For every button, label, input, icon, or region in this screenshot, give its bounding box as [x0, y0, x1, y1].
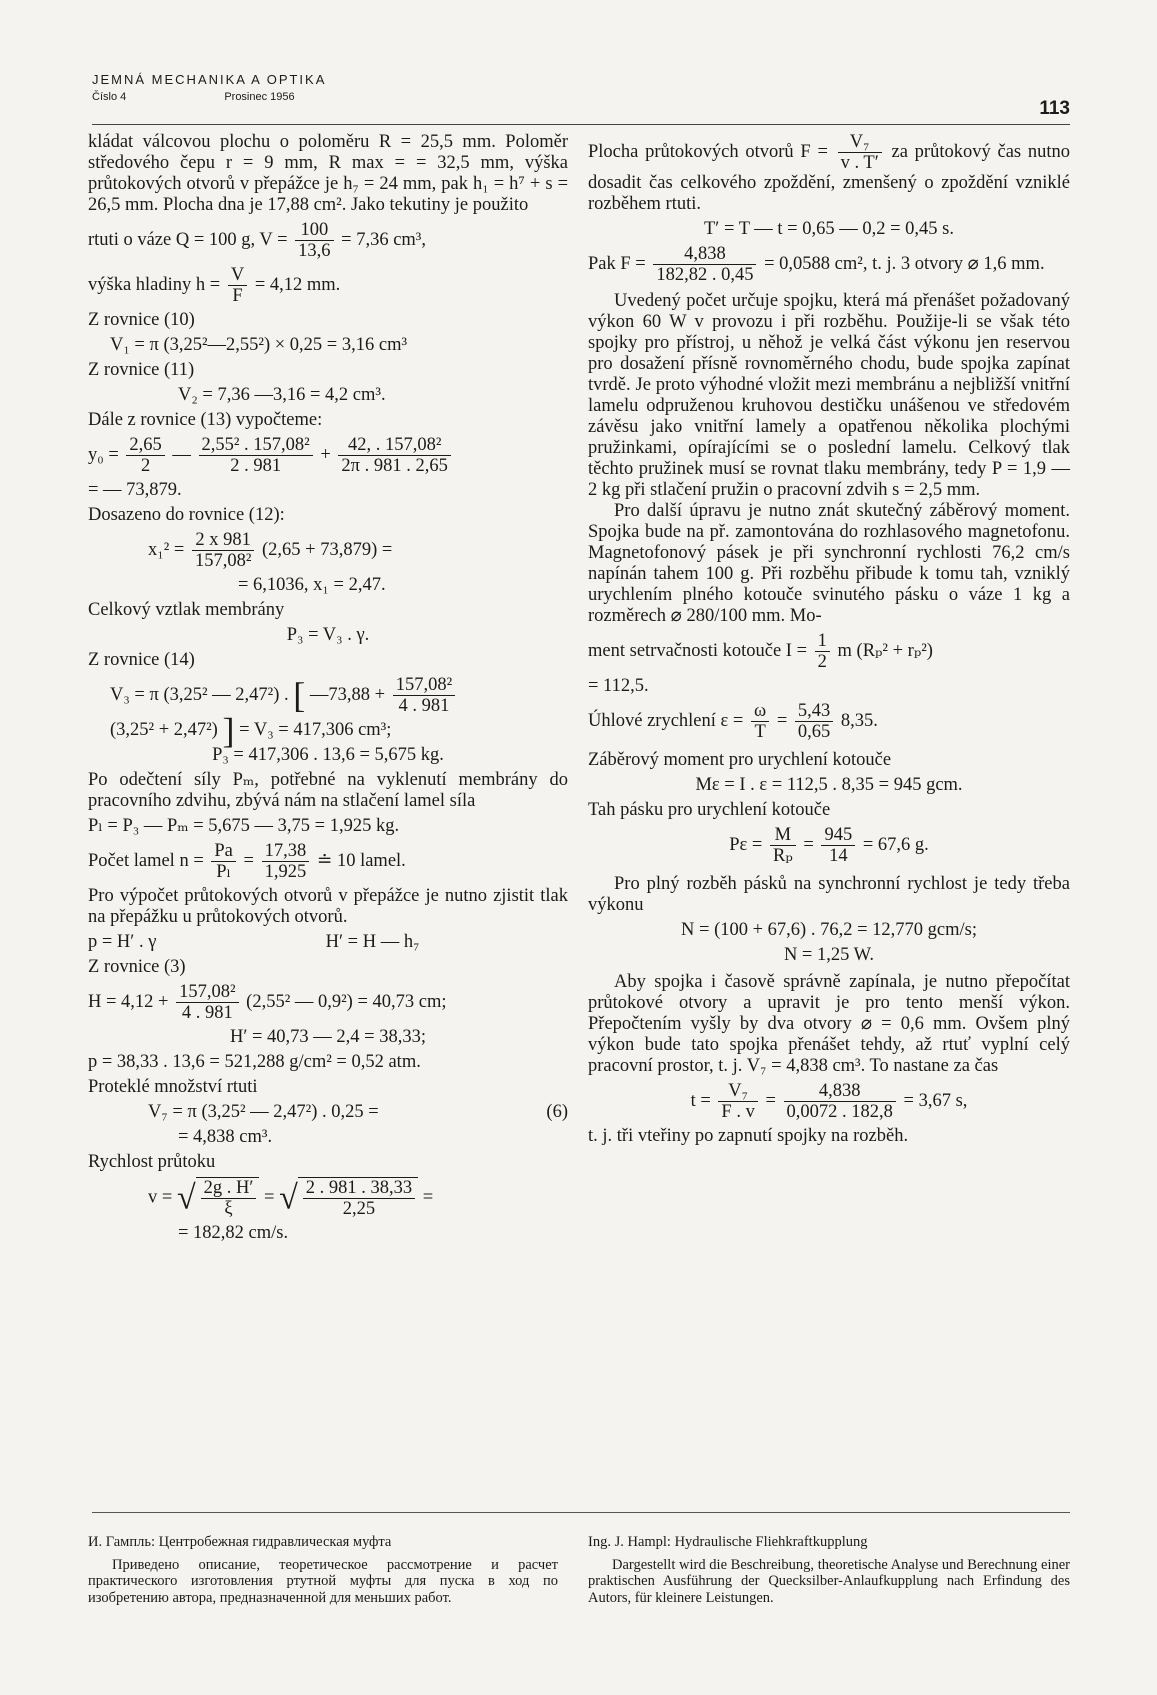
eq-text: = [243, 851, 254, 871]
numerator: ω [754, 701, 767, 721]
eq-text: V₇ = π (3,25² — 2,47²) . 0,25 = [148, 1102, 379, 1123]
eq-text: ≐ 10 lamel. [316, 851, 406, 871]
numerator: V [230, 265, 245, 285]
fraction [295, 220, 333, 261]
eq-text: rtuti o váze Q = 100 g, V = [88, 229, 288, 250]
text-line: Z rovnice (10) [88, 310, 195, 330]
bracket: ] [222, 710, 235, 751]
equation-v7 [88, 1102, 568, 1123]
eq-text: p = H′ . γ [88, 932, 157, 953]
equation-T: T′ = T — t = 0,65 — 0,2 = 0,45 s. [704, 219, 954, 239]
eq-text: Počet lamel n = [88, 851, 204, 871]
eq-text: (2,65 + 73,879) = [261, 539, 393, 560]
eq-text: (3,25² + 2,47²) [110, 720, 218, 740]
fraction [784, 1081, 896, 1122]
denominator: 4 . 981 [176, 1002, 238, 1023]
equation-velocity [88, 1177, 568, 1219]
equation-lamels [88, 841, 568, 882]
eq-text: = 67,6 g. [862, 834, 929, 855]
equation-x1 [88, 530, 568, 571]
equation-v7-result: = 4,838 cm³. [178, 1127, 273, 1148]
text-line: Dosazeno do rovnice (12): [88, 505, 285, 525]
eq-text: H = 4,12 + [88, 992, 169, 1012]
numerator: 1 [817, 631, 827, 651]
paragraph: Po odečtení síly Pₘ, potřebné na vyklenutí membrány do pracovního zdvihu, zbývá nám na stlačení lamel síla [88, 770, 568, 812]
fraction [211, 841, 236, 882]
numerator: Pa [214, 841, 233, 862]
eq-text: H′ = H — h₇ [325, 932, 420, 953]
sqrt-sign: √ [279, 1179, 298, 1217]
denominator: 2π . 981 . 2,65 [338, 455, 450, 476]
equation-moment: Mε = I . ε = 112,5 . 8,35 = 945 gcm. [695, 775, 963, 795]
denominator: ξ [201, 1198, 257, 1219]
equation-p3: P₃ = V₃ . γ. [286, 625, 370, 645]
paragraph: Pro výpočet průtokových otvorů v přepážce je nutno zjistit tlak na přepážku u průtokových otvorů. [88, 886, 568, 928]
eq-text: V₃ = π (3,25² — 2,47²) . [110, 684, 289, 705]
paragraph: kládat válcovou plochu o poloměru R = 25,5 mm. Poloměr středového čepu r = 9 mm, R max = = 32,5 mm, výška průtokových otvorů v přepážce je h₇ = 24 mm, pak h₁ = h⁷ + s = 26,5 mm. Plocha dna je 17,88 cm². Jako tekutiny je použito [88, 132, 568, 215]
text-line: Záběrový moment pro urychlení kotouče [588, 750, 892, 770]
equation-volume [88, 220, 568, 261]
journal-title: JEMNÁ MECHANIKA A OPTIKA [92, 72, 327, 87]
equation-number: (6) [546, 1102, 568, 1123]
eq-text: = V₃ = 417,306 cm³; [239, 720, 392, 740]
text-line: Proteklé množství rtuti [88, 1077, 258, 1098]
eq-text: ment setrvačnosti kotouče I = [588, 640, 808, 661]
eq-text: — [172, 444, 191, 465]
eq-text: za průtokový čas nutno dosadit čas celkového zpoždění, zmenšený o zpoždění vzniklé rozběhem rtuti. [588, 141, 1070, 214]
denominator: Pₗ [211, 861, 236, 882]
eq-text: Pak F = [588, 253, 646, 274]
equation-v3-cont [88, 710, 568, 751]
numerator: 2 . 981 . 38,33 [305, 1178, 413, 1199]
eq-text: = [264, 1187, 275, 1208]
text-line: Celkový vztlak membrány [88, 600, 285, 620]
denominator: T [751, 721, 769, 742]
denominator: 2 [126, 455, 164, 476]
numerator: 2,65 [129, 435, 162, 455]
issue-date: Prosinec 1956 [224, 91, 295, 103]
numerator: 4,838 [684, 244, 726, 264]
denominator: 0,65 [795, 721, 833, 742]
eq-text: m (Rₚ² + rₚ²) [837, 640, 933, 661]
fraction [821, 825, 855, 866]
eq-text: = 3,67 s, [903, 1090, 968, 1111]
equation-time [588, 1081, 1070, 1122]
abstract-title: Ing. J. Hampl: Hydraulische Fliehkraftkupplung [588, 1534, 868, 1550]
equation-y0 [88, 435, 568, 476]
eq-text: (2,55² — 0,9²) = 40,73 cm; [246, 992, 447, 1012]
denominator: 1,925 [262, 861, 310, 882]
text-line: Z rovnice (14) [88, 650, 195, 670]
paragraph: t. j. tři vteřiny po zapnutí spojky na rozběh. [588, 1126, 909, 1146]
abstract-german [588, 1534, 1070, 1606]
equation-inertia [588, 631, 1070, 672]
eq-text: = [776, 710, 788, 731]
eq-text: x₁² = [148, 539, 185, 560]
equation-v3 [88, 675, 568, 716]
eq-text: = [422, 1187, 434, 1208]
equation-pl: Pₗ = P₃ — Pₘ = 5,675 — 3,75 = 1,925 kg. [88, 816, 400, 837]
equation-height [88, 265, 568, 306]
equation-inertia-result: = 112,5. [588, 676, 649, 696]
eq-text: Plocha průtokových otvorů F = [588, 141, 828, 162]
eq-text: —73,88 + [309, 684, 386, 705]
paragraph-area [588, 132, 1070, 215]
text-line: Tah pásku pro urychlení kotouče [588, 800, 831, 820]
equation-p3-result: P₃ = 417,306 . 13,6 = 5,675 kg. [212, 745, 444, 766]
equation-10: V₁ = π (3,25²—2,55²) × 0,25 = 3,16 cm³ [110, 335, 408, 355]
denominator: 13,6 [295, 240, 333, 261]
eq-text: 8,35. [840, 710, 878, 731]
numerator: M [774, 825, 792, 845]
equation-tension [588, 825, 1070, 866]
page-number: 113 [1039, 98, 1070, 119]
denominator: 157,08² [192, 550, 254, 571]
fraction [192, 530, 254, 571]
issue-line [92, 91, 1070, 103]
fraction [393, 675, 455, 716]
equation-y0-result: = — 73,879. [88, 480, 182, 500]
issue-number: Číslo 4 [92, 91, 127, 103]
footer-rule [92, 1512, 1070, 1513]
abstract-title: И. Гампль: Центробежная гидравлическая муфта [88, 1534, 392, 1550]
text-line: Z rovnice (3) [88, 957, 186, 978]
numerator: 4,838 [818, 1081, 861, 1101]
bracket: [ [293, 675, 306, 715]
eq-text: = 0,0588 cm², t. j. 3 otvory ⌀ 1,6 mm. [764, 253, 1045, 274]
denominator: Rₚ [770, 845, 796, 866]
numerator: 17,38 [264, 841, 307, 862]
right-column [588, 132, 1070, 1147]
numerator: 157,08² [179, 982, 236, 1003]
eq-text: Pε = [729, 834, 763, 855]
denominator: F . v [718, 1101, 757, 1122]
paragraph: Uvedený počet určuje spojku, která má přenášet požadovaný výkon 60 W v provozu i při rozběhu. Použije-li se však této spojky pro přístroj, u něhož je velká část výkonu jen reservou pro dosažení přísně rovnoměrného chodu, bude spojka zapínat tvrdě. Je proto výhodné vložit mezi membránu a nejbližší vnitřní lamelu odpruženou kruhovou destičku unášenou ve středovém závěsu jako vnitřní lamely a opatřenou několika plochými pružinkami, opírajícími se o poslední lamelu. Celkový tlak těchto pružinek musí se rovnat tlaku membrány, tedy P = 1,9 — 2 kg při stlačení pružin o pracovní zdvih s = 2,5 mm. [588, 291, 1070, 500]
denominator: 2,25 [303, 1198, 415, 1219]
eq-text: + [320, 444, 331, 465]
eq-text: t = [690, 1090, 711, 1111]
denominator: v . T′ [838, 152, 882, 173]
numerator: 2g . H′ [203, 1178, 254, 1199]
fraction [338, 435, 450, 476]
equation-power: N = (100 + 67,6) . 76,2 = 12,770 gcm/s; [681, 920, 977, 940]
equation-hprime: H′ = 40,73 — 2,4 = 38,33; [229, 1027, 427, 1048]
equation-p-value: p = 38,33 . 13,6 = 521,288 g/cm² = 0,52 atm. [88, 1052, 421, 1073]
numerator: 42, . 157,08² [347, 435, 442, 455]
fraction [838, 132, 882, 173]
paragraph: Pro plný rozběh pásků na synchronní rychlost je tedy třeba výkonu [588, 874, 1070, 915]
denominator: F [228, 285, 247, 306]
numerator: 157,08² [395, 675, 453, 695]
numerator: V₇ [728, 1081, 749, 1101]
equation-x1-result: = 6,1036, x₁ = 2,47. [238, 575, 386, 595]
paragraph: Pro další úpravu je nutno znát skutečný záběrový moment. Spojka bude na př. zamontována do rozhlasového magnetofonu. Magnetofonový pásek je při synchronní rychlosti 76,2 cm/s napínán tahem 100 g. Při rozběhu přibude k tomu tah, vzniklý urychlením plného kotouče svinutého pásku o váze 1 kg a rozměrech ⌀ 280/100 mm. Mo- [588, 501, 1070, 626]
page-header [92, 72, 1070, 119]
equation-power-result: N = 1,25 W. [783, 945, 875, 965]
text-line: Dále z rovnice (13) vypočteme: [88, 410, 323, 430]
eq-text: v = [148, 1187, 173, 1208]
fraction [751, 701, 769, 742]
fraction [303, 1178, 415, 1219]
radicand [196, 1177, 260, 1219]
fraction [126, 435, 164, 476]
fraction [770, 825, 796, 866]
fraction [228, 265, 247, 306]
sqrt-sign: √ [176, 1179, 196, 1217]
fraction [718, 1081, 757, 1122]
equation-acceleration [588, 701, 1070, 742]
eq-text: výška hladiny h = [88, 274, 221, 295]
header-rule [92, 124, 1070, 125]
text-line: Rychlost průtoku [88, 1152, 216, 1173]
eq-text: = 7,36 cm³, [341, 229, 426, 250]
fraction [199, 435, 313, 476]
fraction [815, 631, 830, 672]
numerator: V₇ [849, 132, 870, 152]
denominator: 182,82 . 0,45 [653, 264, 756, 285]
fraction [795, 701, 833, 742]
denominator: 0,0072 . 182,8 [784, 1101, 896, 1122]
numerator: 2 x 981 [195, 530, 251, 550]
numerator: 100 [300, 220, 329, 240]
denominator: 2 [815, 651, 830, 672]
equation-H [88, 982, 568, 1023]
eq-text: = [803, 834, 814, 855]
left-column [88, 132, 568, 1248]
fraction [262, 841, 310, 882]
abstract-text: Приведено описание, теоретическое рассмотрение и расчет практического изготовления ртутной муфты для пуска в ход по изобретению автора, предназначенной для меньших работ. [88, 1556, 558, 1606]
numerator: 2,55² . 157,08² [201, 435, 310, 455]
text-line: Z rovnice (11) [88, 360, 195, 380]
numerator: 5,43 [797, 701, 831, 721]
denominator: 4 . 981 [393, 695, 455, 716]
paragraph: Aby spojka i časově správně zapínala, je nutno přepočítat průtokové otvory a upravit je pro tento menší výkon. Přepočtením vyšly by dva otvory ⌀ = 0,6 mm. Ovšem plný výkon bude tato spojka přenášet tehdy, až rtuť vyplní celý pracovní prostor, t. j. V₇ = 4,838 cm³. To nastane za čas [588, 972, 1070, 1076]
eq-text: y₀ = [88, 444, 119, 465]
eq-text: Úhlové zrychlení ε = [588, 710, 744, 731]
abstract-russian [88, 1534, 558, 1606]
paragraph-pakF [588, 244, 1070, 285]
eq-text: = [765, 1090, 776, 1111]
numerator: 945 [824, 825, 853, 845]
abstract-text: Dargestellt wird die Beschreibung, theoretische Analyse und Berechnung einer praktischen Ausführung der Quecksilber-Anlaufkupplung nach Erfindung des Autors, für kleinere Leistungen. [588, 1556, 1070, 1606]
fraction [176, 982, 238, 1023]
fraction [653, 244, 756, 285]
denominator: 2 . 981 [199, 455, 313, 476]
denominator: 14 [821, 845, 855, 866]
equation-velocity-result: = 182,82 cm/s. [178, 1223, 289, 1244]
fraction [201, 1178, 257, 1219]
equation-11: V₂ = 7,36 —3,16 = 4,2 cm³. [178, 385, 386, 405]
eq-text: = 4,12 mm. [254, 274, 341, 295]
radicand [298, 1177, 418, 1219]
equation-pressure [88, 932, 568, 953]
